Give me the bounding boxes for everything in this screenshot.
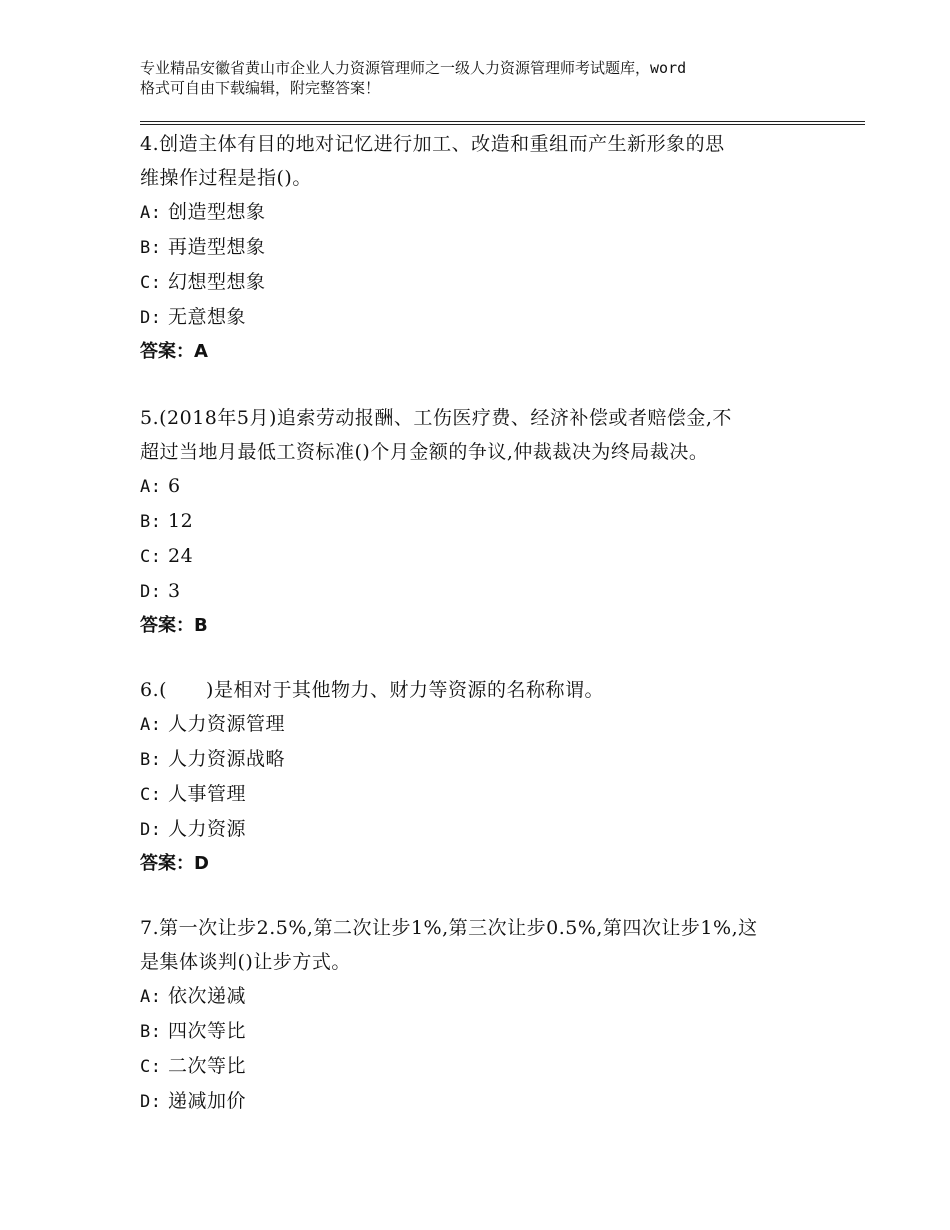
answer-label: 答案：A (140, 341, 208, 362)
question-stem-line: 4.创造主体有目的地对记忆进行加工、改造和重组而产生新形象的思 (140, 133, 725, 155)
option-letter: C: (140, 1057, 162, 1077)
option-text: 无意想象 (168, 306, 247, 328)
question-stem-line: 超过当地月最低工资标准()个月金额的争议,仲裁裁决为终局裁决。 (140, 441, 709, 463)
option-text: 人力资源 (168, 818, 247, 840)
option-text: 四次等比 (168, 1020, 247, 1042)
question-stem-line: 维操作过程是指()。 (140, 167, 312, 189)
option-text: 12 (168, 510, 194, 532)
option-letter: A: (140, 715, 162, 735)
option-letter: D: (140, 820, 162, 840)
option-text: 再造型想象 (168, 236, 266, 258)
option-text: 人事管理 (168, 783, 247, 805)
option-b (140, 230, 820, 265)
question-stem-line: 是集体谈判()让步方式。 (140, 951, 351, 973)
option-text: 24 (168, 545, 194, 567)
option-letter: B: (140, 238, 162, 258)
option-letter: C: (140, 785, 162, 805)
option-text: 6 (168, 475, 181, 497)
option-text: 递减加价 (168, 1090, 247, 1112)
header-divider-top (140, 121, 865, 122)
header-line-2: 格式可自由下载编辑，附完整答案！ (140, 79, 381, 97)
answer-label: 答案：B (140, 615, 208, 636)
option-letter: A: (140, 477, 162, 497)
option-letter: C: (140, 273, 162, 293)
option-letter: B: (140, 512, 162, 532)
option-text: 幻想型想象 (168, 271, 266, 293)
header-divider-bottom (140, 124, 865, 125)
option-c (140, 1049, 820, 1084)
question-stem-line: 7.第一次让步2.5%,第二次让步1%,第三次让步0.5%,第四次让步1%,这 (140, 917, 758, 939)
answer-label: 答案：D (140, 853, 209, 874)
question-stem-line: 5.(2018年5月)追索劳动报酬、工伤医疗费、经济补偿或者赔偿金,不 (140, 407, 732, 429)
option-a (140, 195, 820, 230)
option-letter: B: (140, 750, 162, 770)
option-d (140, 574, 820, 609)
option-b (140, 504, 820, 539)
question-4 (140, 127, 820, 369)
option-b (140, 742, 820, 777)
option-a (140, 469, 820, 504)
option-d (140, 300, 820, 335)
option-c (140, 539, 820, 574)
option-text: 3 (168, 580, 181, 602)
option-letter: C: (140, 547, 162, 567)
option-c (140, 265, 820, 300)
option-text: 人力资源管理 (168, 713, 286, 735)
option-letter: D: (140, 582, 162, 602)
option-text: 创造型想象 (168, 201, 266, 223)
option-letter: D: (140, 308, 162, 328)
question-5 (140, 401, 820, 643)
question-7 (140, 911, 820, 1119)
option-a (140, 707, 820, 742)
option-text: 人力资源战略 (168, 748, 286, 770)
option-text: 二次等比 (168, 1055, 247, 1077)
document-header (140, 58, 840, 98)
option-a (140, 979, 820, 1014)
option-letter: A: (140, 987, 162, 1007)
option-b (140, 1014, 820, 1049)
option-text: 依次递减 (168, 985, 247, 1007)
option-d (140, 1084, 820, 1119)
question-stem-line: 6.( )是相对于其他物力、财力等资源的名称称谓。 (140, 679, 604, 701)
option-d (140, 812, 820, 847)
question-6 (140, 673, 820, 881)
option-letter: D: (140, 1092, 162, 1112)
option-letter: A: (140, 203, 162, 223)
option-letter: B: (140, 1022, 162, 1042)
option-c (140, 777, 820, 812)
header-line-1: 专业精品安徽省黄山市企业人力资源管理师之一级人力资源管理师考试题库，word (140, 59, 687, 77)
